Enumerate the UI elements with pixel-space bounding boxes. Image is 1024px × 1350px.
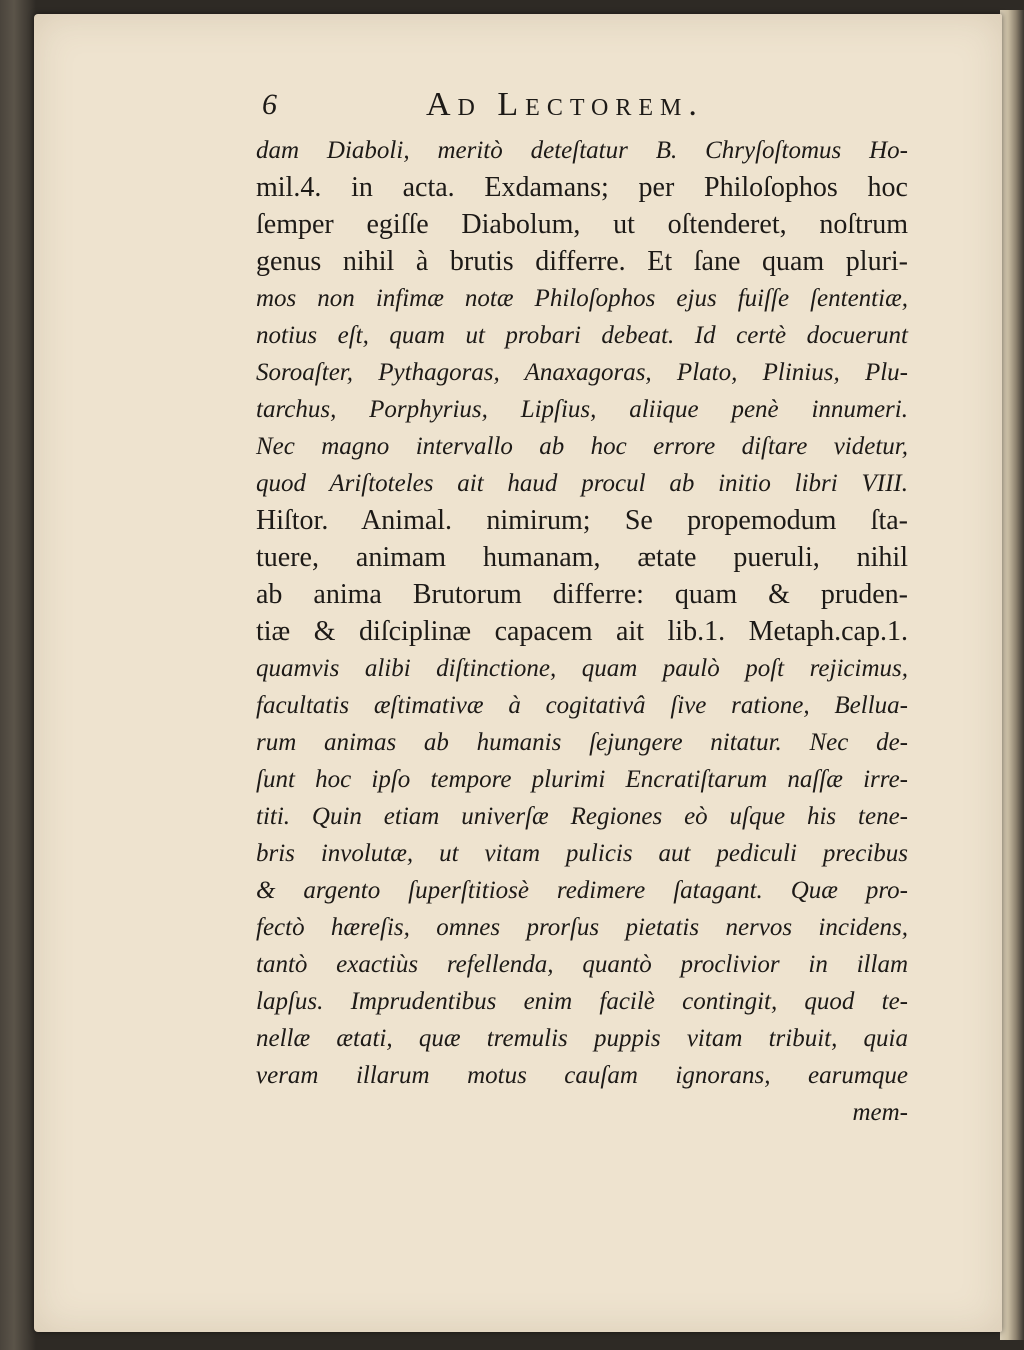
text-line: Nec magno intervallo ab hoc errore diſtare videtur,: [256, 433, 908, 460]
text-line: dam Diaboli, meritò deteſtatur B. Chryſoſtomus Ho-: [256, 137, 908, 164]
page-number: 6: [262, 88, 277, 121]
text-line: quod Ariſtoteles ait haud procul ab initio libri VIII.: [256, 470, 908, 497]
text-line: tuere, animam humanam, ætate pueruli, nihil: [256, 542, 908, 573]
text-line: nellæ ætati, quæ tremulis puppis vitam tribuit, quia: [256, 1025, 908, 1052]
text-line: ſunt hoc ipſo tempore plurimi Encratiſtarum naſſæ irre-: [256, 766, 908, 793]
catchword: mem-: [852, 1099, 908, 1126]
text-line: Soroaſter, Pythagoras, Anaxagoras, Plato, Plinius, Plu-: [256, 359, 908, 386]
text-line: notius eſt, quam ut probari debeat. Id certè docuerunt: [256, 322, 908, 349]
running-head: Ad Lectorem.: [426, 86, 704, 123]
text-line: tarchus, Porphyrius, Lipſius, aliique penè innumeri.: [256, 396, 908, 423]
text-line: genus nihil à brutis differre. Et ſane quam pluri-: [256, 246, 908, 277]
facing-page-edge: [1000, 10, 1024, 1340]
text-line: fectò hæreſis, omnes prorſus pietatis nervos incidens,: [256, 914, 908, 941]
text-line: & argento ſuperſtitiosè redimere ſatagant. Quæ pro-: [256, 877, 908, 904]
text-line: tiæ & diſciplinæ capacem ait lib.1. Metaph.cap.1.: [256, 616, 908, 647]
text-line: rum animas ab humanis ſejungere nitatur. Nec de-: [256, 729, 908, 756]
text-line: bris involutæ, ut vitam pulicis aut pediculi precibus: [256, 840, 908, 867]
text-line: facultatis æſtimativæ à cogitativâ ſive ratione, Bellua-: [256, 692, 908, 719]
text-line: quamvis alibi diſtinctione, quam paulò poſt rejicimus,: [256, 655, 908, 682]
text-line: mil.4. in acta. Exdamans; per Philoſophos hoc: [256, 172, 908, 203]
page-header: [254, 86, 904, 126]
text-line: Hiſtor. Animal. nimirum; Se propemodum ſta-: [256, 505, 908, 536]
text-line: tantò exactiùs refellenda, quantò proclivior in illam: [256, 951, 908, 978]
text-line: ſemper egiſſe Diabolum, ut oſtenderet, noſtrum: [256, 209, 908, 240]
text-line: veram illarum motus cauſam ignorans, earumque: [256, 1062, 908, 1089]
body-text: [256, 132, 908, 1131]
text-line: lapſus. Imprudentibus enim facilè contingit, quod te-: [256, 988, 908, 1015]
text-line: titi. Quin etiam univerſæ Regiones eò uſque his tene-: [256, 803, 908, 830]
text-line: ab anima Brutorum differre: quam & pruden-: [256, 579, 908, 610]
text-line: mos non infimæ notæ Philoſophos ejus fuiſſe ſententiæ,: [256, 285, 908, 312]
